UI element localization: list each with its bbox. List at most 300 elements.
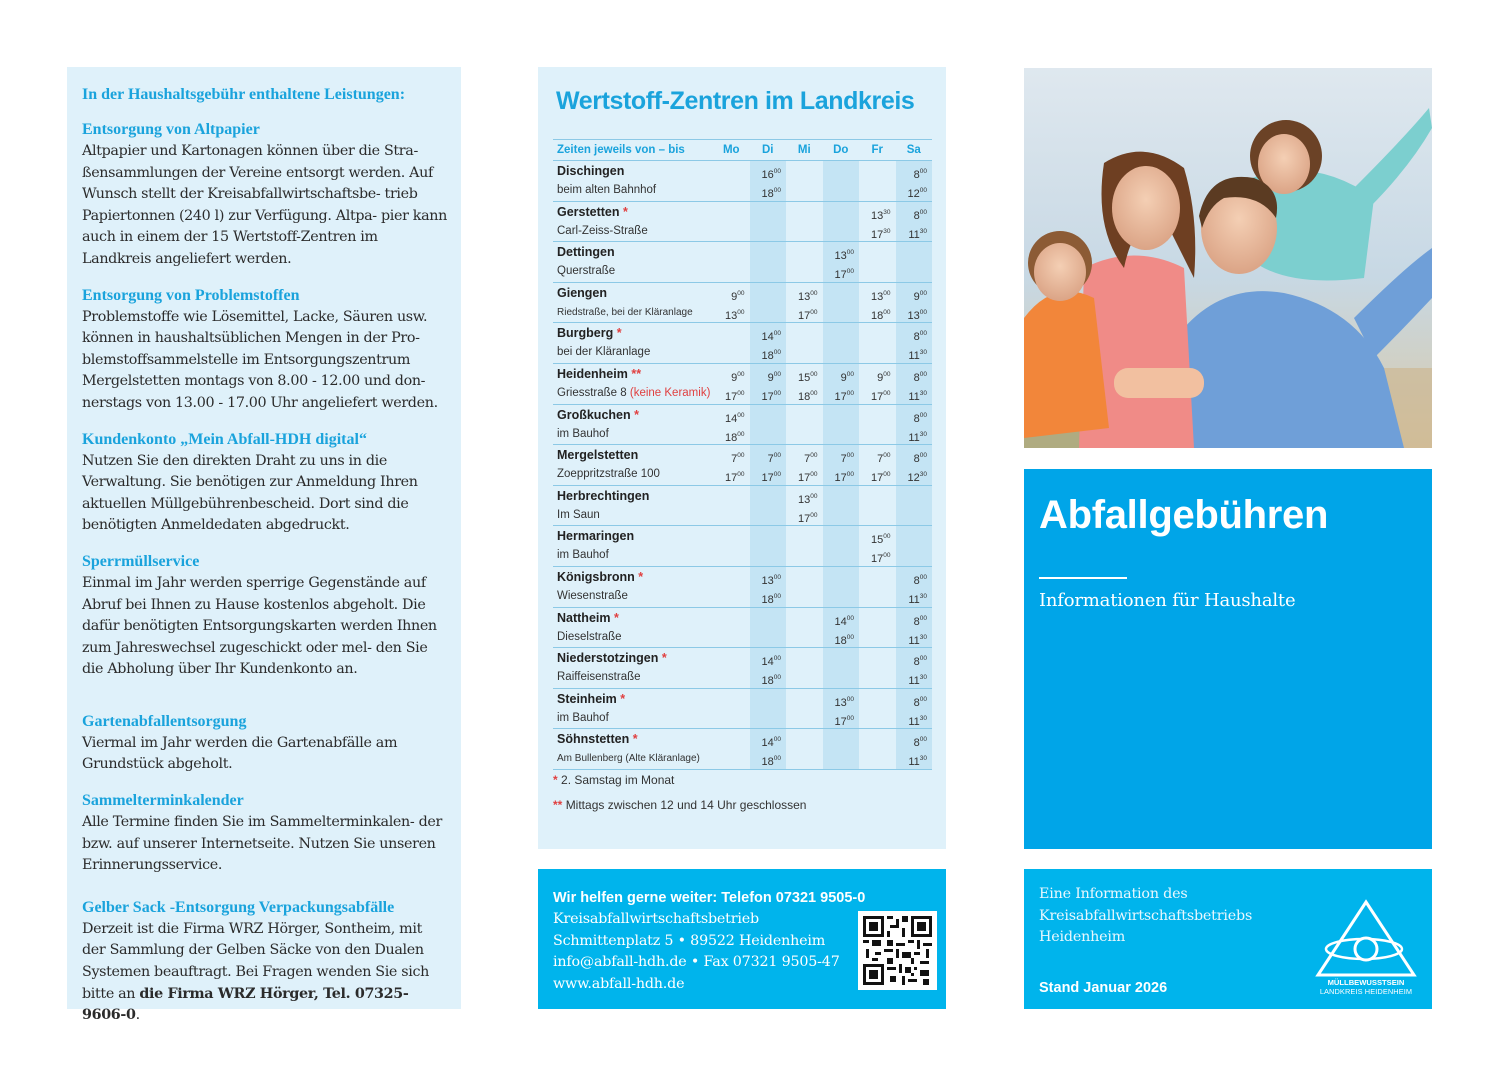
time-value	[750, 262, 782, 281]
muellbewusstsein-logo: MÜLLBEWUSSTSEIN LANDKREIS HEIDENHEIM	[1311, 899, 1421, 999]
location-name: Großkuchen *	[557, 407, 639, 422]
time-value: $11^{30}$	[908, 349, 927, 363]
time-value: $17^{30}$	[871, 227, 891, 241]
location-address: bei der Kläranlage	[557, 346, 651, 359]
section-altpapier	[82, 119, 447, 271]
time-value: $14^{00}$	[725, 411, 745, 425]
time-value	[823, 284, 855, 303]
location-address: im Bauhof	[557, 711, 609, 724]
table-row	[553, 526, 932, 567]
table-row	[553, 729, 932, 770]
time-value	[859, 587, 891, 606]
time-value	[713, 181, 745, 200]
section-text: Derzeit ist die Firma WRZ Hörger, Sontheim, mit der Sammlung der Gelben Säcke von den Dualen Systemen beauftragt. Bei Fragen wenden Sie sich bitte an die Firma WRZ Hörger, Tel. 07325-9606-0.	[82, 920, 429, 1024]
time-cell	[713, 404, 750, 445]
time-value: $18^{00}$	[761, 349, 781, 363]
time-cell	[859, 648, 896, 689]
time-value: $7^{00}$	[877, 452, 891, 466]
time-value: $11^{30}$	[908, 430, 927, 444]
time-value	[859, 730, 891, 749]
time-value	[823, 649, 855, 668]
footnote-mark: *	[616, 326, 622, 341]
time-cell	[859, 566, 896, 607]
time-value	[786, 568, 818, 587]
time-value: $17^{00}$	[834, 714, 854, 728]
time-cell	[713, 161, 750, 202]
time-value: $13^{00}$	[871, 289, 891, 303]
time-value: $17^{00}$	[871, 389, 891, 403]
section-text: Viermal im Jahr werden die Gartenabfälle am Grundstück abgeholt.	[82, 734, 398, 773]
time-value	[859, 162, 891, 181]
location-cell	[553, 688, 713, 729]
time-value	[859, 262, 891, 281]
time-value: $18^{00}$	[834, 633, 854, 647]
time-cell	[786, 566, 823, 607]
time-value	[859, 506, 891, 525]
time-cell	[896, 363, 933, 404]
location-cell	[553, 282, 713, 323]
header-day: Fr	[859, 140, 896, 161]
schedule-panel	[538, 67, 946, 849]
time-value	[713, 343, 745, 362]
time-value	[786, 668, 818, 687]
header-day: Sa	[896, 140, 933, 161]
time-value	[786, 222, 818, 241]
time-value: $18^{00}$	[871, 308, 891, 322]
time-cell	[750, 282, 787, 323]
time-value: $11^{30}$	[908, 674, 927, 688]
time-cell	[750, 242, 787, 283]
time-cell	[823, 566, 860, 607]
time-value: $8^{00}$	[913, 573, 927, 587]
location-note: (keine Keramik)	[629, 386, 711, 399]
time-value: $8^{00}$	[913, 370, 927, 384]
time-cell	[750, 688, 787, 729]
info-text: Eine Information des Kreisabfallwirtschaftsbetriebs Heidenheim	[1039, 886, 1253, 945]
section-heading: Kundenkonto „Mein Abfall-HDH digital“	[82, 430, 367, 448]
time-value: $18^{00}$	[725, 430, 745, 444]
section-sammeltermine	[82, 790, 447, 877]
location-address: Dieselstraße	[557, 630, 622, 643]
time-cell	[896, 445, 933, 486]
time-value: $13^{00}$	[907, 308, 927, 322]
time-value: $9^{00}$	[731, 289, 745, 303]
section-heading: Sammelterminkalender	[82, 792, 244, 810]
time-value	[750, 609, 782, 628]
contact-web-link[interactable]: www.abfall-hdh.de	[553, 975, 685, 992]
time-value	[859, 568, 891, 587]
time-value: $13^{00}$	[725, 308, 745, 322]
time-value	[859, 690, 891, 709]
header-label: Zeiten jeweils von – bis	[553, 140, 713, 161]
section-gartenabfall	[82, 711, 447, 776]
time-value	[786, 343, 818, 362]
location-name: Gerstetten *	[557, 204, 628, 219]
table-row	[553, 242, 932, 283]
time-value: $17^{00}$	[834, 268, 854, 282]
time-cell	[750, 161, 787, 202]
table-row	[553, 282, 932, 323]
time-value	[859, 243, 891, 262]
time-value	[713, 203, 745, 222]
time-value: $7^{00}$	[767, 452, 781, 466]
cover-title: Abfallgebühren	[1039, 493, 1329, 537]
time-value	[823, 749, 855, 768]
time-value: $17^{00}$	[798, 308, 818, 322]
table-row	[553, 363, 932, 404]
time-value	[823, 203, 855, 222]
time-value	[859, 487, 891, 506]
cover-divider	[1039, 577, 1127, 579]
time-value	[713, 649, 745, 668]
time-cell	[859, 445, 896, 486]
time-value	[896, 487, 928, 506]
time-value: $8^{00}$	[913, 208, 927, 222]
footnote-1: * 2. Samstag im Monat	[553, 773, 675, 787]
time-value: $13^{00}$	[798, 289, 818, 303]
time-cell	[713, 323, 750, 364]
section-sperrmuell	[82, 551, 447, 681]
section-heading: Entsorgung von Problemstoffen	[82, 286, 300, 304]
time-value: $18^{00}$	[761, 755, 781, 769]
time-cell	[896, 688, 933, 729]
time-cell	[750, 445, 787, 486]
time-cell	[859, 404, 896, 445]
time-value: $11^{30}$	[908, 389, 927, 403]
time-value	[823, 303, 855, 322]
time-value	[750, 709, 782, 728]
location-address: im Bauhof	[557, 427, 609, 440]
time-cell	[896, 282, 933, 323]
location-address: Griesstraße 8 (keine Keramik)	[557, 386, 711, 399]
time-cell	[786, 323, 823, 364]
services-panel	[67, 67, 461, 1024]
time-value	[713, 587, 745, 606]
time-cell	[786, 201, 823, 242]
time-value	[786, 690, 818, 709]
time-value: $8^{00}$	[913, 655, 927, 669]
time-value	[859, 628, 891, 647]
time-value	[786, 162, 818, 181]
time-value	[786, 262, 818, 281]
section-heading: Gartenabfallentsorgung	[82, 712, 247, 730]
time-value	[750, 222, 782, 241]
time-value: $14^{00}$	[834, 614, 854, 628]
contact-heading: Wir helfen gerne weiter: Telefon 07321 9505-0	[553, 890, 866, 906]
time-value: $16^{00}$	[761, 168, 781, 181]
time-value	[859, 649, 891, 668]
time-value	[823, 324, 855, 343]
family-photo	[1024, 68, 1432, 448]
footnote-mark: *	[634, 407, 639, 422]
time-cell	[896, 566, 933, 607]
time-value: $8^{00}$	[913, 411, 927, 425]
time-value: $18^{00}$	[761, 187, 781, 200]
time-cell	[713, 363, 750, 404]
footnote-mark: *	[620, 691, 626, 706]
time-value	[823, 487, 855, 506]
time-value	[859, 668, 891, 687]
contact-org: Kreisabfallwirtschaftsbetrieb	[553, 911, 759, 927]
table-row	[553, 404, 932, 445]
time-value	[896, 527, 928, 546]
time-cell	[823, 363, 860, 404]
table-row	[553, 688, 932, 729]
time-cell	[786, 363, 823, 404]
time-cell	[713, 282, 750, 323]
time-value: $17^{00}$	[798, 471, 818, 485]
time-value: $14^{00}$	[761, 330, 781, 344]
time-value	[713, 690, 745, 709]
time-cell	[859, 161, 896, 202]
time-value: $18^{00}$	[761, 592, 781, 606]
time-value: $7^{00}$	[840, 452, 854, 466]
header-day: Mi	[786, 140, 823, 161]
time-cell	[713, 526, 750, 567]
location-cell	[553, 485, 713, 526]
cover-subtitle: Informationen für Haushalte	[1039, 590, 1296, 611]
time-cell	[859, 282, 896, 323]
time-value	[750, 284, 782, 303]
schedule-title: Wertstoff-Zentren im Landkreis	[556, 87, 915, 115]
time-value: $17^{00}$	[834, 471, 854, 485]
time-value	[750, 203, 782, 222]
time-value: $8^{00}$	[913, 695, 927, 709]
location-address: Querstraße	[557, 265, 616, 278]
time-cell	[823, 688, 860, 729]
time-value	[713, 527, 745, 546]
time-value: $17^{00}$	[871, 552, 891, 566]
table-row	[553, 201, 932, 242]
time-value: $8^{00}$	[913, 168, 927, 181]
time-value	[713, 222, 745, 241]
time-value	[823, 587, 855, 606]
time-value	[713, 324, 745, 343]
time-cell	[859, 363, 896, 404]
time-value	[896, 546, 928, 565]
time-cell	[823, 201, 860, 242]
time-cell	[786, 648, 823, 689]
time-value: $8^{00}$	[913, 330, 927, 344]
time-cell	[859, 242, 896, 283]
time-cell	[896, 242, 933, 283]
time-value: $8^{00}$	[913, 452, 927, 466]
time-cell	[859, 323, 896, 364]
time-value	[823, 568, 855, 587]
time-cell	[713, 648, 750, 689]
time-value	[823, 668, 855, 687]
time-cell	[896, 201, 933, 242]
location-cell	[553, 526, 713, 567]
time-value	[859, 749, 891, 768]
time-cell	[823, 485, 860, 526]
time-cell	[896, 648, 933, 689]
time-cell	[750, 648, 787, 689]
time-value	[823, 730, 855, 749]
time-value	[713, 546, 745, 565]
header-day: Do	[823, 140, 860, 161]
time-value	[786, 749, 818, 768]
time-value: $14^{00}$	[761, 655, 781, 669]
time-value: $9^{00}$	[840, 370, 854, 384]
stand-date: Stand Januar 2026	[1039, 980, 1168, 996]
header-day: Mo	[713, 140, 750, 161]
time-value	[823, 181, 855, 200]
time-cell	[713, 445, 750, 486]
time-value	[786, 609, 818, 628]
time-cell	[750, 485, 787, 526]
contact-email-fax: info@abfall-hdh.de • Fax 07321 9505-47	[553, 954, 840, 970]
time-cell	[859, 729, 896, 770]
time-value	[896, 262, 928, 281]
time-value	[786, 730, 818, 749]
time-cell	[750, 201, 787, 242]
table-header	[553, 140, 932, 161]
time-value: $9^{00}$	[913, 289, 927, 303]
time-value: $8^{00}$	[913, 736, 927, 750]
location-address: Im Saun	[557, 508, 600, 521]
time-value	[750, 303, 782, 322]
time-value	[750, 546, 782, 565]
time-value: $17^{00}$	[871, 471, 891, 485]
time-value: $12^{30}$	[907, 471, 927, 485]
table-row	[553, 161, 932, 202]
time-cell	[896, 607, 933, 648]
time-value	[750, 628, 782, 647]
time-cell	[750, 526, 787, 567]
time-value	[713, 243, 745, 262]
location-address: Zoeppritzstraße 100	[557, 468, 660, 481]
time-cell	[713, 485, 750, 526]
time-value	[750, 527, 782, 546]
time-value: $17^{00}$	[725, 389, 745, 403]
schedule-table	[553, 139, 932, 770]
time-value: $13^{00}$	[761, 573, 781, 587]
time-cell	[896, 729, 933, 770]
time-value	[786, 649, 818, 668]
table-row	[553, 485, 932, 526]
info-box	[1024, 869, 1432, 1009]
location-cell	[553, 363, 713, 404]
location-address: beim alten Bahnhof	[557, 184, 657, 196]
location-cell	[553, 648, 713, 689]
footnote-mark: *	[632, 732, 638, 747]
time-value	[713, 709, 745, 728]
time-cell	[750, 323, 787, 364]
time-cell	[859, 526, 896, 567]
location-address: Wiesenstraße	[557, 589, 628, 602]
time-value: $17^{00}$	[761, 471, 781, 485]
time-cell	[786, 161, 823, 202]
time-cell	[823, 607, 860, 648]
location-name: Burgberg *	[557, 326, 622, 341]
section-heading: Sperrmüllservice	[82, 552, 200, 570]
table-row	[553, 323, 932, 364]
contact-bold: die Firma WRZ Hörger, Tel. 07325-9606-0	[82, 985, 409, 1024]
time-value	[713, 628, 745, 647]
time-value	[713, 668, 745, 687]
location-cell	[553, 242, 713, 283]
time-cell	[896, 161, 933, 202]
section-gelber-sack	[82, 897, 447, 1027]
time-value	[786, 587, 818, 606]
services-intro: In der Haushaltsgebühr enthaltene Leistungen:	[82, 86, 406, 103]
location-name: Königsbronn *	[557, 569, 644, 584]
time-cell	[750, 607, 787, 648]
time-value	[786, 425, 818, 444]
time-value: $9^{00}$	[731, 370, 745, 384]
time-value: $17^{00}$	[725, 471, 745, 485]
time-cell	[786, 607, 823, 648]
time-value: $13^{00}$	[834, 249, 854, 263]
location-name: Dischingen	[557, 164, 625, 178]
location-name: Heidenheim **	[557, 366, 642, 381]
time-value: $18^{00}$	[761, 674, 781, 688]
location-name: Steinheim *	[557, 691, 626, 706]
time-cell	[859, 607, 896, 648]
time-cell	[786, 526, 823, 567]
time-cell	[859, 485, 896, 526]
time-value: $7^{00}$	[731, 452, 745, 466]
table-row	[553, 648, 932, 689]
time-value	[713, 730, 745, 749]
footnote-mark: **	[631, 366, 642, 381]
time-value: $11^{30}$	[908, 755, 927, 769]
time-cell	[823, 323, 860, 364]
time-cell	[823, 526, 860, 567]
time-value: $17^{00}$	[834, 389, 854, 403]
qr-code[interactable]	[858, 911, 937, 990]
time-cell	[896, 526, 933, 567]
time-value: $11^{30}$	[908, 633, 927, 647]
time-value	[859, 609, 891, 628]
time-value	[713, 162, 745, 181]
time-value	[823, 425, 855, 444]
footnote-2: ** Mittags zwischen 12 und 14 Uhr geschlossen	[553, 798, 807, 812]
footnote-mark: *	[661, 651, 667, 666]
time-cell	[823, 729, 860, 770]
time-value	[786, 406, 818, 425]
time-cell	[823, 282, 860, 323]
section-text: Altpapier und Kartonagen können über die Stra- ßensammlungen der Vereine entsorgt werden. Auf Wunsch stellt der Kreisabfallwirtschaftsbe- trieb Papiertonnen (240 l) zur Verfügung. Altpa- pier kann auch in einem der 15 Wertstoff-Zentren im Landkreis angeliefert werden.	[82, 143, 448, 267]
location-cell	[553, 323, 713, 364]
time-cell	[786, 282, 823, 323]
time-value: $8^{00}$	[913, 614, 927, 628]
time-value	[786, 181, 818, 200]
time-value: $14^{00}$	[761, 736, 781, 750]
time-cell	[713, 688, 750, 729]
location-name: Dettingen	[557, 245, 615, 260]
location-name: Söhnstetten *	[557, 732, 638, 747]
location-address: Riedstraße, bei der Kläranlage	[557, 306, 693, 318]
contact-address: Schmittenplatz 5 • 89522 Heidenheim	[553, 932, 826, 949]
contact-box	[538, 869, 946, 1009]
location-name: Mergelstetten	[557, 448, 639, 463]
time-cell	[713, 201, 750, 242]
time-cell	[750, 729, 787, 770]
time-value: $11^{30}$	[908, 592, 927, 606]
cover-panel	[1024, 469, 1432, 849]
location-address: Carl-Zeiss-Straße	[557, 224, 648, 237]
section-problemstoffe	[82, 285, 447, 415]
time-value	[713, 487, 745, 506]
time-value	[750, 243, 782, 262]
time-cell	[750, 566, 787, 607]
time-value	[823, 527, 855, 546]
time-value	[750, 690, 782, 709]
time-value: $17^{00}$	[798, 511, 818, 525]
footnote-mark: *	[613, 610, 619, 625]
